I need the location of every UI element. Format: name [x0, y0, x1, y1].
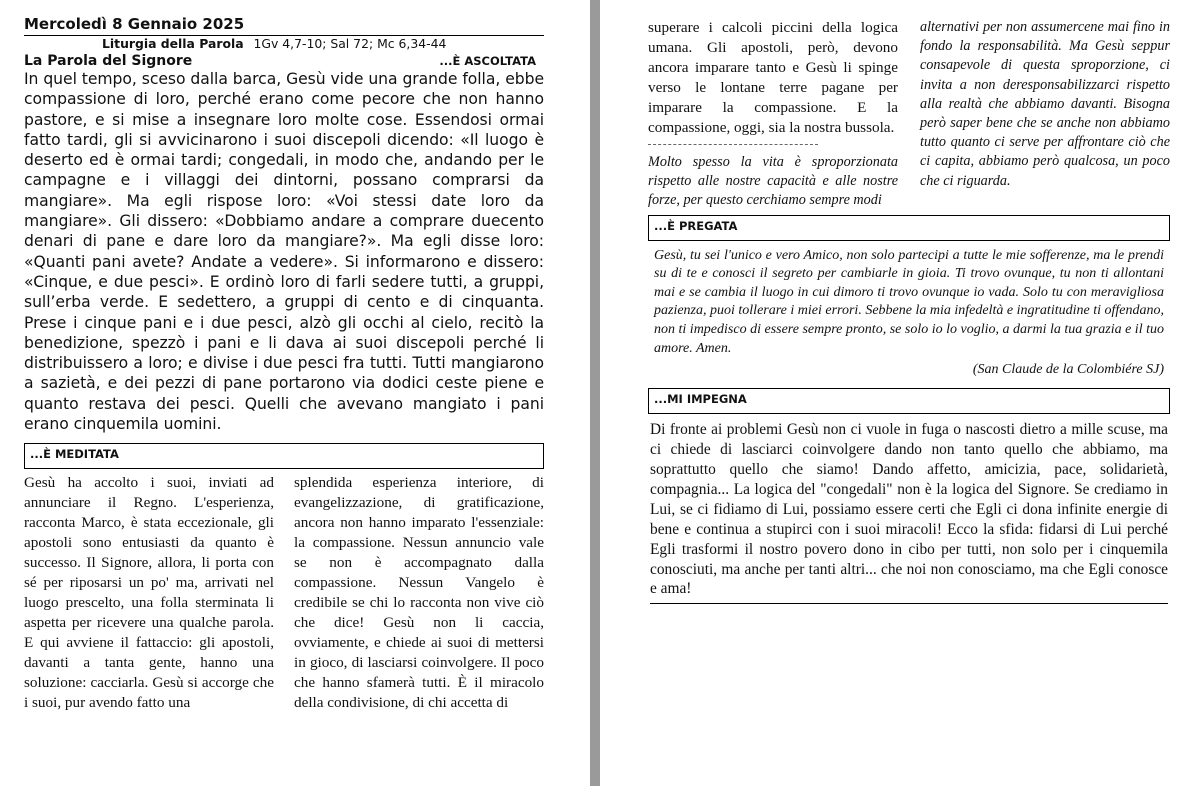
prayer-text: Gesù, tu sei l'unico e vero Amico, non solo partecipi a tutte le mie sofferenze, ma le prendi su di te e conosci il segreto per cambiarle in gioia. Ti trovo ovunque, tu non ti allontani mai e se cambia il luogo in cui dimoro ti trovo ovunque io vada. Solo tu con meravigliosa pazienza, puoi tollerare i miei errori. Sebbene la mia infedeltà e ingratitudine ti offendano, non ti impedisco di essere sempre pronto, se solo io lo voglio, a darmi la tua grazia e il tuo amore. Amen. — [654, 247, 1164, 356]
meditated-column-2: splendida esperienza interiore, di evangelizzazione, di gratificazione, ancora non hanno imparato l'essenziale: la compassione. Nessun annuncio vale se non è accompagnato dalla compassione. Nessun Vangelo è credibile se chi lo racconta non vive ciò che dice! Gesù non li caccia, ovviamente, e chiede ai suoi di mettersi in gioco, di lasciarsi coinvolgere. Il poco che hanno sfamerà tutti. È il miracolo della condivisione, di chi accetta di — [294, 474, 544, 712]
word-subtitle: ...È ASCOLTATA — [439, 54, 536, 68]
meditated-column-3-text: superare i calcoli piccini della logica umana. Gli apostoli, però, devono ancora imparare tanto e Gesù li spinge verso le lontane terre pagane per imparare la compassione. E la compassione, oggi, sia la nostra bussola. — [648, 19, 898, 136]
meditated-columns — [24, 473, 544, 713]
committed-section-title: ...MI IMPEGNA — [648, 388, 1170, 414]
meditated-column-1: Gesù ha accolto i suoi, inviati ad annunciare il Regno. L'esperienza, racconta Marco, è stata eccezionale, gli apostoli sono entusiasti da quanto è successo. Il Signore, allora, li porta con sé per riposarsi un po' ma, arrivati nel luogo prescelto, una folla sterminata li aspetta per ricevere una qualche parola. E qui avviene il fattaccio: gli apostoli, davanti a tanta gente, hanno una soluzione: cacciarla. Gesù si accorge che i suoi, pur avendo fatto una — [24, 474, 274, 712]
gospel-text: In quel tempo, sceso dalla barca, Gesù vide una grande folla, ebbe compassione di loro, perché erano come pecore che non hanno pastore, e si mise a insegnare loro molte cose. Essendosi ormai fatto tardi, gli si avvicinarono i suoi discepoli dicendo: «Il luogo è deserto ed è ormai tardi; congedali, in modo che, andando per le campagne e i villaggi dei dintorni, possano comprarsi da mangiare». Ma egli rispose loro: «Voi stessi date loro da mangiare». Gli dissero: «Dobbiamo andare a comprare duecento denari di pane e dare loro da mangiare?». Ma egli disse loro: «Quanti pani avete? Andate a vedere». Si informarono e dissero: «Cinque, e due pesci». E ordinò loro di farli sedere tutti, a gruppi, sull’erba verde. E sedettero, a gruppi di cento e di cinquanta. Prese i cinque pani e i due pesci, alzò gli occhi al cielo, recitò la benedizione, spezzò i pani e li dava ai suoi discepoli perché li distribuissero a loro; e divise i due pesci fra tutti. Tutti mangiarono a sazietà, e dei pezzi di pane portarono via dodici ceste piene e quanto restava dei pesci. Quelli che avevano mangiato i pani erano cinquemila uomini. — [24, 70, 544, 434]
separator-line — [648, 144, 818, 145]
meditated-column-4-italic: alternativi per non assumercene mai fino in fondo la responsabilità. Ma Gesù seppur consapevole di questa sproporzione, ci invita a non deresponsabilizzarci rispetto alla realtà che abbiamo davanti. Bisogna però saper bene che se anche non abbiamo tutto quanto ci serve per affrontare ciò che ci capita, abbiamo però qualcosa, un poco che ci riguarda. — [920, 19, 1170, 189]
liturgy-line — [24, 36, 544, 51]
meditated-column-3 — [648, 18, 898, 211]
meditated-column-3-italic: Molto spesso la vita è sproporzionata rispetto alle nostre capacità e alle nostre forze, per questo cerchiamo sempre modi — [648, 154, 898, 209]
liturgy-references: 1Gv 4,7-10; Sal 72; Mc 6,34-44 — [253, 36, 447, 51]
liturgy-label: Liturgia della Parola — [102, 36, 244, 51]
commitment-text: Di fronte ai problemi Gesù non ci vuole in fuga o nascosti dietro a mille scuse, ma ci chiede di lasciarci coinvolgere dando non tanto quello che abbiamo, ma soprattutto quello che siamo! Dando affetto, amicizia, pace, solidarietà, compagnia... La logica del "congedali" non è la logica del Signore. Se crediamo in Lui, se ci fidiamo di Lui, possiamo essere certi che Egli ci dona infinite energie di bene e continua a stupirci con i suoi miracoli! Ecco la sfida: fidarsi di Lui perché Egli trasformi il nostro povero dono in cibo per tutti, non solo per i cinquemila conosciuti, ma anche per tanti altri... che noi non conosciamo, ma che Egli conosce e ama! — [650, 420, 1168, 604]
word-title: La Parola del Signore — [24, 53, 193, 69]
right-page — [648, 18, 1170, 604]
left-page — [24, 14, 544, 713]
page-divider — [590, 0, 600, 786]
word-heading — [24, 53, 544, 69]
meditated-section-title: ...È MEDITATA — [24, 443, 544, 469]
meditated-continuation — [648, 18, 1170, 211]
date-heading: Mercoledì 8 Gennaio 2025 — [24, 14, 544, 36]
prayer-signature: (San Claude de la Colombiére SJ) — [972, 362, 1164, 378]
prayed-section-title: ...È PREGATA — [648, 215, 1170, 241]
